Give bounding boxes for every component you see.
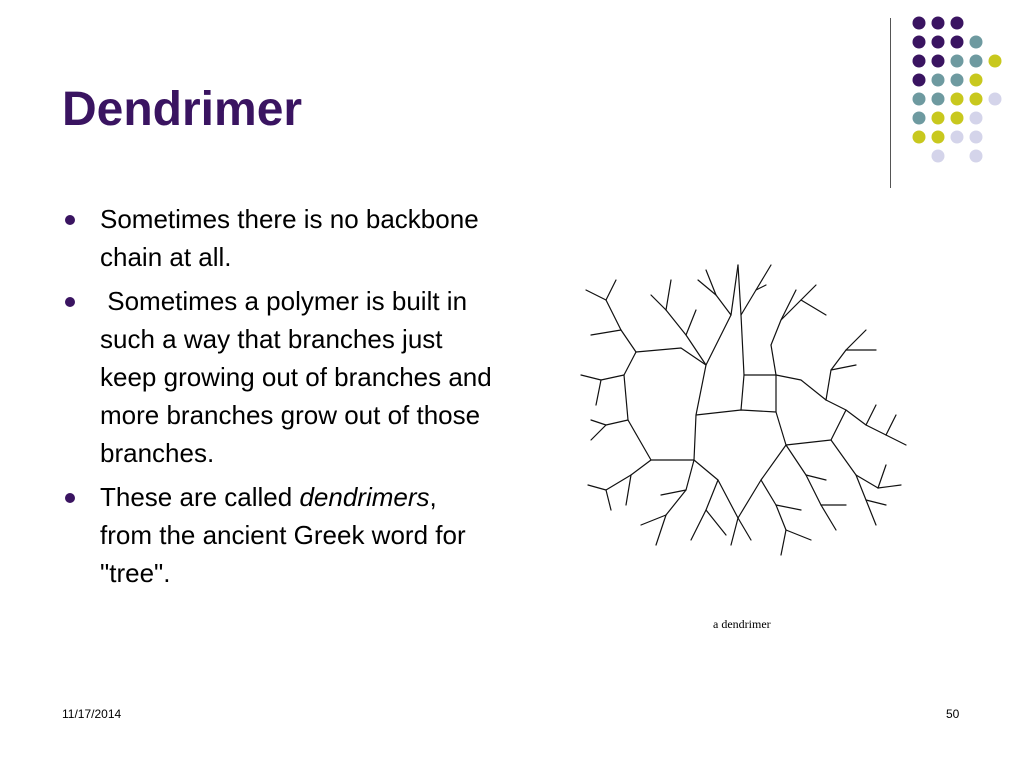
decor-dot <box>932 74 945 87</box>
decor-dot <box>932 17 945 30</box>
decor-dot <box>970 55 983 68</box>
decor-dot <box>970 93 983 106</box>
decor-dot <box>989 55 1002 68</box>
decor-dot <box>970 112 983 125</box>
bullet-text: Sometimes a polymer is built in such a way that branches just keep growing out of branches and more branches grow out of those branches. <box>100 286 499 468</box>
bullet-text-after: , from the ancient Greek word for "tree". <box>100 482 466 588</box>
slide-title: Dendrimer <box>62 83 303 136</box>
decor-dot <box>913 74 926 87</box>
decor-dot <box>932 150 945 163</box>
bullet-icon <box>65 493 75 503</box>
decor-dot <box>932 36 945 49</box>
decorative-divider-line <box>890 18 891 188</box>
decor-dot <box>989 93 1002 106</box>
decor-dot <box>932 93 945 106</box>
decor-dot <box>951 131 964 144</box>
decor-dot <box>951 17 964 30</box>
dendrimer-illustration <box>566 240 926 570</box>
decor-dot <box>913 112 926 125</box>
decor-dot <box>970 36 983 49</box>
bullet-list <box>62 200 499 598</box>
bullet-text-before: These are called <box>100 482 300 512</box>
decor-dot <box>913 93 926 106</box>
footer-date: 11/17/2014 <box>62 707 122 721</box>
decor-dot <box>951 112 964 125</box>
bullet-icon <box>65 297 75 307</box>
decor-dot <box>951 55 964 68</box>
decor-dot <box>970 131 983 144</box>
decor-dot <box>932 112 945 125</box>
bullet-text-italic: dendrimers <box>299 482 430 512</box>
decor-dot <box>932 131 945 144</box>
bullet-item-1 <box>62 200 492 276</box>
decor-dot <box>913 131 926 144</box>
bullet-item-3 <box>62 478 492 592</box>
decor-dot <box>913 36 926 49</box>
decor-dot <box>970 74 983 87</box>
decor-dot <box>913 55 926 68</box>
decor-dot <box>951 36 964 49</box>
decor-dot <box>951 74 964 87</box>
bullet-icon <box>65 215 75 225</box>
decor-dot <box>932 55 945 68</box>
decor-dot <box>970 150 983 163</box>
decor-dot <box>951 93 964 106</box>
figure-caption: a dendrimer <box>713 617 771 631</box>
page-number: 50 <box>946 707 960 721</box>
bullet-text: Sometimes there is no backbone chain at all. <box>100 204 479 272</box>
decor-dot <box>913 17 926 30</box>
bullet-item-2 <box>62 282 499 472</box>
